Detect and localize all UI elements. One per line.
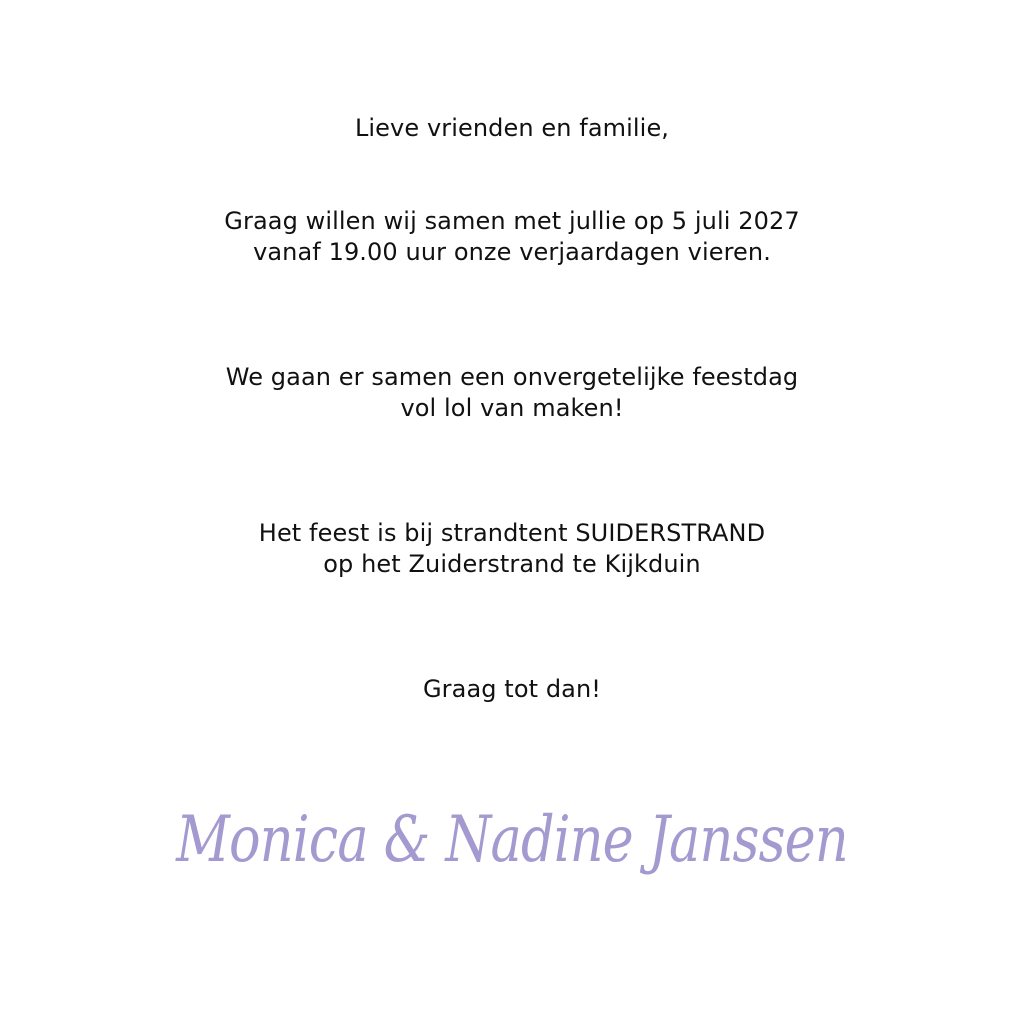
closing-text: Graag tot dan! xyxy=(422,675,602,703)
celebration-line-2: vol lol van maken! xyxy=(400,394,624,422)
celebration-line-1: We gaan er samen een onvergetelijke feestdag xyxy=(225,363,799,391)
location-line-2: op het Zuiderstrand te Kijkduin xyxy=(323,550,701,578)
greeting-text: Lieve vrienden en familie, xyxy=(354,114,670,142)
date-line-2: vanaf 19.00 uur onze verjaardagen vieren. xyxy=(253,238,771,266)
location-line-1: Het feest is bij strandtent SUIDERSTRAND xyxy=(258,519,766,547)
date-line-1: Graag willen wij samen met jullie op 5 juli 2027 xyxy=(224,207,800,235)
signature-names: Monica & Nadine Janssen xyxy=(176,803,848,877)
